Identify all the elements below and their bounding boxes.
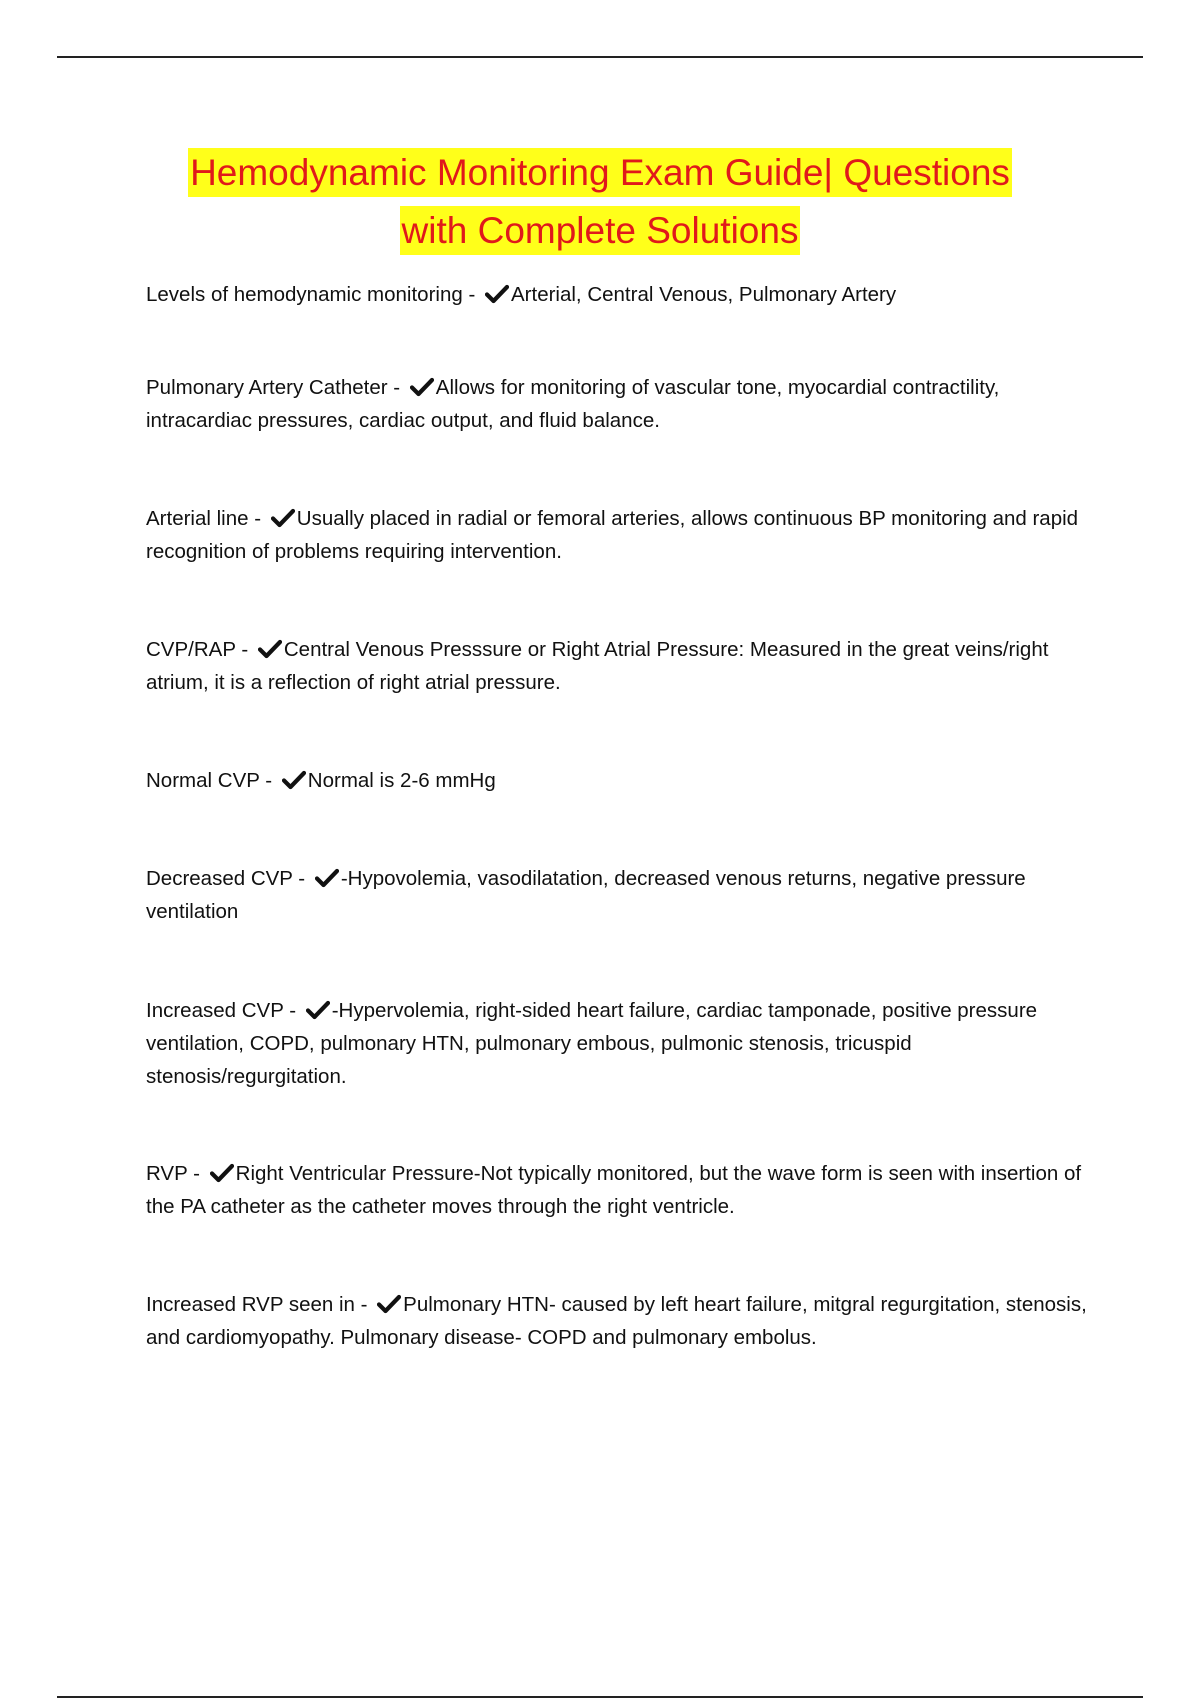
qa-item	[146, 278, 1096, 311]
qa-term: Pulmonary Artery Catheter -	[146, 376, 401, 399]
qa-term: Increased CVP -	[146, 999, 297, 1022]
checkmark-icon	[485, 284, 509, 304]
qa-item	[146, 371, 1096, 437]
checkmark-icon	[271, 508, 295, 528]
qa-item	[146, 502, 1096, 568]
checkmark-icon	[258, 639, 282, 659]
checkmark-icon	[210, 1163, 234, 1183]
qa-answer: Arterial, Central Venous, Pulmonary Artery	[511, 283, 897, 306]
checkmark-icon	[306, 1000, 330, 1020]
bottom-rule	[57, 1696, 1143, 1698]
qa-answer: Right Ventricular Pressure-Not typically monitored, but the wave form is seen with insertion of the PA catheter as the catheter moves through the right ventricle.	[146, 1162, 1082, 1218]
qa-term: CVP/RAP -	[146, 638, 249, 661]
qa-term: Normal CVP -	[146, 769, 273, 792]
top-rule	[57, 56, 1143, 58]
page-title	[60, 144, 1140, 260]
qa-item	[146, 1157, 1096, 1223]
qa-term: Arterial line -	[146, 507, 262, 530]
qa-answer: Normal is 2-6 mmHg	[307, 769, 496, 792]
qa-item	[146, 994, 1096, 1093]
checkmark-icon	[410, 377, 434, 397]
qa-answer: Central Venous Presssure or Right Atrial Pressure: Measured in the great veins/right atrium, it is a reflection of right atrial pressure.	[146, 638, 1049, 694]
checkmark-icon	[282, 770, 306, 790]
qa-item	[146, 633, 1096, 699]
qa-term: Decreased CVP -	[146, 867, 306, 890]
qa-item	[146, 1288, 1096, 1354]
qa-item	[146, 764, 1096, 797]
qa-term: RVP -	[146, 1162, 200, 1185]
qa-answer: Usually placed in radial or femoral arteries, allows continuous BP monitoring and rapid recognition of problems requiring intervention.	[146, 507, 1079, 563]
title-line-2: with Complete Solutions	[400, 206, 801, 255]
qa-answer: Pulmonary HTN- caused by left heart failure, mitgral regurgitation, stenosis, and cardiomyopathy. Pulmonary disease- COPD and pulmonary embolus.	[146, 1293, 1087, 1349]
qa-term: Levels of hemodynamic monitoring -	[146, 283, 476, 306]
qa-answer: Allows for monitoring of vascular tone, myocardial contractility, intracardiac pressures, cardiac output, and fluid balance.	[146, 376, 1000, 432]
qa-item	[146, 862, 1096, 928]
checkmark-icon	[377, 1294, 401, 1314]
checkmark-icon	[315, 868, 339, 888]
qa-term: Increased RVP seen in -	[146, 1293, 368, 1316]
qa-answer: -Hypovolemia, vasodilatation, decreased venous returns, negative pressure ventilation	[146, 867, 1026, 923]
qa-answer: -Hypervolemia, right-sided heart failure, cardiac tamponade, positive pressure ventilation, COPD, pulmonary HTN, pulmonary embous, pulmonic stenosis, tricuspid stenosis/regurgitation.	[146, 999, 1038, 1088]
title-line-1: Hemodynamic Monitoring Exam Guide| Questions	[188, 148, 1012, 197]
